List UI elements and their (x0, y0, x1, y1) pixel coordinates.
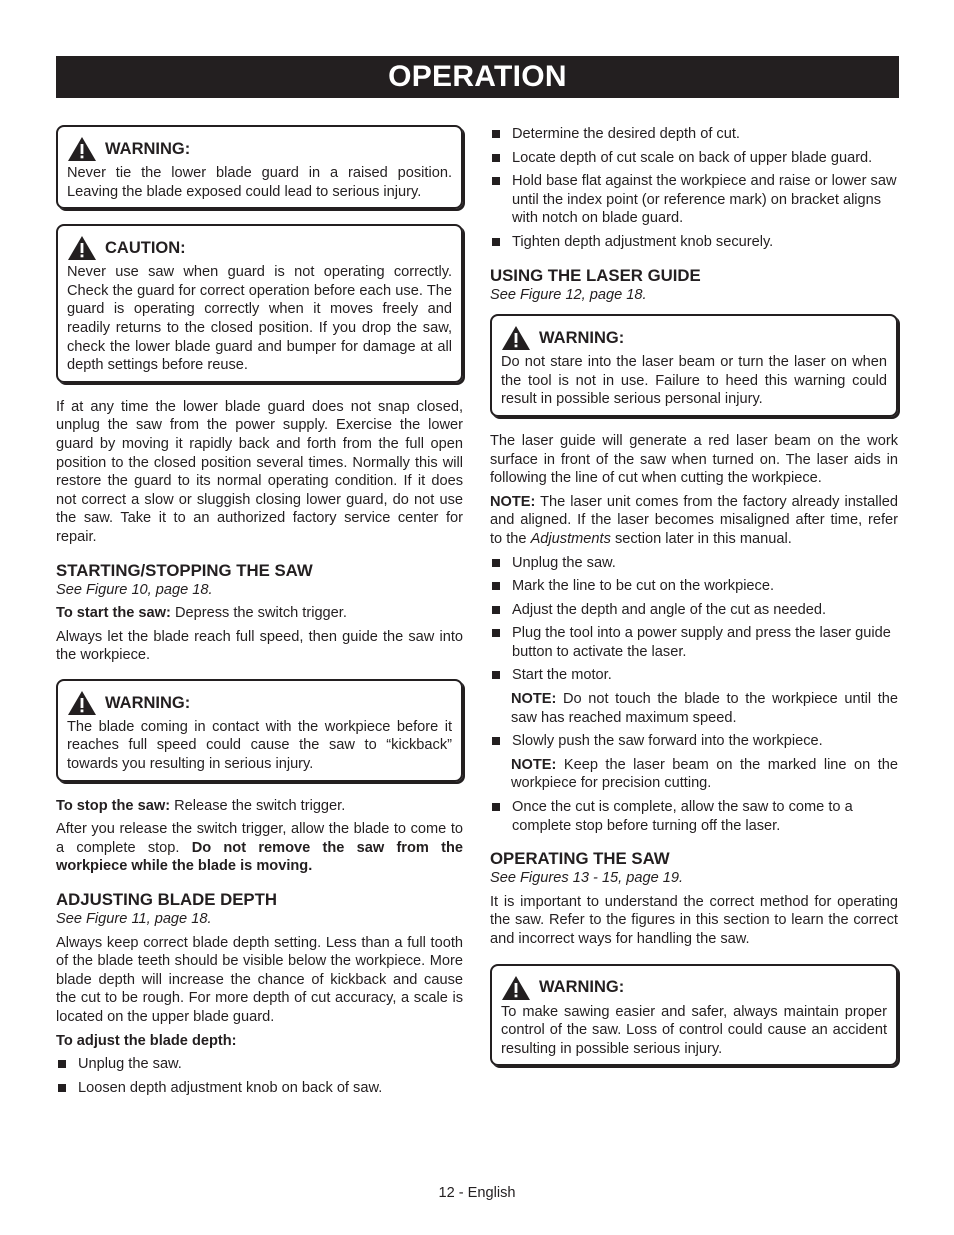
bullet-square-icon (492, 582, 500, 590)
page-title: OPERATION (56, 56, 899, 98)
list-item: Slowly push the saw forward into the workpiece. (490, 732, 898, 751)
stop-instruction: To stop the saw: Release the switch trigger. (56, 797, 346, 814)
warning-triangle-icon (501, 325, 531, 351)
list-item: Once the cut is complete, allow the saw to come to a complete stop before turning off the laser. (490, 798, 898, 835)
speed-note: NOTE: Do not touch the blade to the workpiece until the saw has reached maximum speed. (511, 691, 898, 726)
warning-box-laser (490, 314, 898, 417)
adjust-depth-label: To adjust the blade depth: (56, 1032, 237, 1049)
warning-label: WARNING: (105, 139, 191, 158)
bullet-square-icon (492, 130, 500, 138)
bullet-square-icon (492, 559, 500, 567)
list-item: Adjust the depth and angle of the cut as needed. (490, 601, 898, 620)
figure-reference: See Figure 12, page 18. (490, 286, 647, 303)
bullet-square-icon (492, 803, 500, 811)
warning-box-control (490, 964, 898, 1067)
page-number: 12 - English (438, 1185, 516, 1201)
full-speed-paragraph: Always let the blade reach full speed, then guide the saw into the workpiece. (56, 628, 463, 664)
warning-label: WARNING: (539, 328, 625, 347)
laser-line-note: NOTE: Keep the laser beam on the marked line on the workpiece for precision cutting. (511, 756, 898, 792)
list-item: Tighten depth adjustment knob securely. (490, 233, 898, 252)
right-column (490, 125, 898, 1081)
warning-triangle-icon (501, 975, 531, 1001)
section-heading-blade-depth: ADJUSTING BLADE DEPTH (56, 890, 277, 910)
warning-text: To make sawing easier and safer, always maintain proper control of the saw. Loss of control could cause an accident resulting in possible serious injury. (501, 1003, 887, 1057)
bullet-square-icon (492, 154, 500, 162)
caution-box-guard (56, 224, 463, 383)
left-column (56, 125, 463, 1102)
bullet-square-icon (492, 629, 500, 637)
caution-label: CAUTION: (105, 238, 186, 257)
list-item: Determine the desired depth of cut. (490, 125, 898, 144)
bullet-square-icon (492, 177, 500, 185)
caution-text: Never use saw when guard is not operating correctly. Check the guard for correct operation before each use. The guard is operating correctly when it moves freely and readily returns to the closed position. If you drop the saw, check the lower blade guard and bumper for damage at all depth settings before reuse. (67, 264, 452, 374)
bullet-square-icon (492, 737, 500, 745)
bullet-square-icon (492, 606, 500, 614)
warning-triangle-icon (67, 235, 97, 261)
section-heading-laser-guide: USING THE LASER GUIDE (490, 265, 701, 285)
list-item: Plug the tool into a power supply and press the laser guide button to activate the laser. (490, 624, 898, 661)
list-item: Mark the line to be cut on the workpiece. (490, 577, 898, 596)
bullet-square-icon (58, 1060, 66, 1068)
list-item: Unplug the saw. (490, 554, 898, 573)
warning-box-kickback (56, 679, 463, 782)
warning-text: Never tie the lower blade guard in a raised position. Leaving the blade exposed could lead to serious injury. (67, 165, 452, 200)
bullet-square-icon (492, 671, 500, 679)
figure-reference: See Figures 13 - 15, page 19. (490, 870, 684, 887)
section-heading-operating: OPERATING THE SAW (490, 849, 670, 869)
warning-text: Do not stare into the laser beam or turn the laser on when the tool is not in use. Failure to heed this warning could result in possible serious personal injury. (501, 354, 887, 408)
warning-triangle-icon (67, 136, 97, 162)
list-item: Hold base flat against the workpiece and raise or lower saw until the index point (or reference mark) on bracket aligns with notch on blade guard. (490, 172, 898, 228)
guard-paragraph: If at any time the lower blade guard does not snap closed, unplug the saw from the power supply. Exercise the lower guard by moving it rapidly back and forth from the full open position to the closed position several times. Normally this will restore the guard to its normal operating condition. If it does not correct a slow or sluggish closing lower guard, do not use the saw. Take it to an authorized factory service center for repair. (56, 398, 463, 545)
bullet-square-icon (492, 238, 500, 246)
laser-paragraph: The laser guide will generate a red laser beam on the work surface in front of the saw when turned on. The laser aids in following the line of cut when cutting the workpiece. (490, 432, 898, 487)
list-item: Locate depth of cut scale on back of upper blade guard. (490, 149, 898, 168)
start-instruction: To start the saw: Depress the switch trigger. (56, 605, 347, 622)
blade-depth-paragraph: Always keep correct blade depth setting. Less than a full tooth of the blade teeth should be visible below the workpiece. More blade depth will increase the chance of kickback and cause the cut to be rough. For more depth of cut accuracy, a scale is located on the upper blade guard. (56, 934, 463, 1025)
warning-label: WARNING: (539, 978, 625, 997)
warning-text: The blade coming in contact with the workpiece before it reaches full speed could cause the saw to “kickback” towards you resulting in serious injury. (67, 718, 452, 773)
laser-note: NOTE: The laser unit comes from the factory already installed and aligned. If the laser becomes misaligned after time, refer to the Adjustments section later in this manual. (490, 493, 898, 547)
list-item: Start the motor. (490, 666, 898, 685)
list-item: Unplug the saw. (56, 1055, 463, 1074)
warning-label: WARNING: (105, 693, 191, 712)
figure-reference: See Figure 11, page 18. (56, 911, 212, 928)
figure-reference: See Figure 10, page 18. (56, 581, 213, 598)
bullet-square-icon (58, 1084, 66, 1092)
list-item: Loosen depth adjustment knob on back of saw. (56, 1079, 463, 1098)
operating-paragraph: It is important to understand the correct method for operating the saw. Refer to the figures in this section to learn the correct and incorrect ways for handling the saw. (490, 893, 898, 947)
release-paragraph: After you release the switch trigger, allow the blade to come to a complete stop. Do not remove the saw from the workpiece while the blade is moving. (56, 821, 464, 875)
warning-box-guard (56, 125, 463, 209)
warning-triangle-icon (67, 690, 97, 716)
section-heading-start-stop: STARTING/STOPPING THE SAW (56, 560, 313, 580)
